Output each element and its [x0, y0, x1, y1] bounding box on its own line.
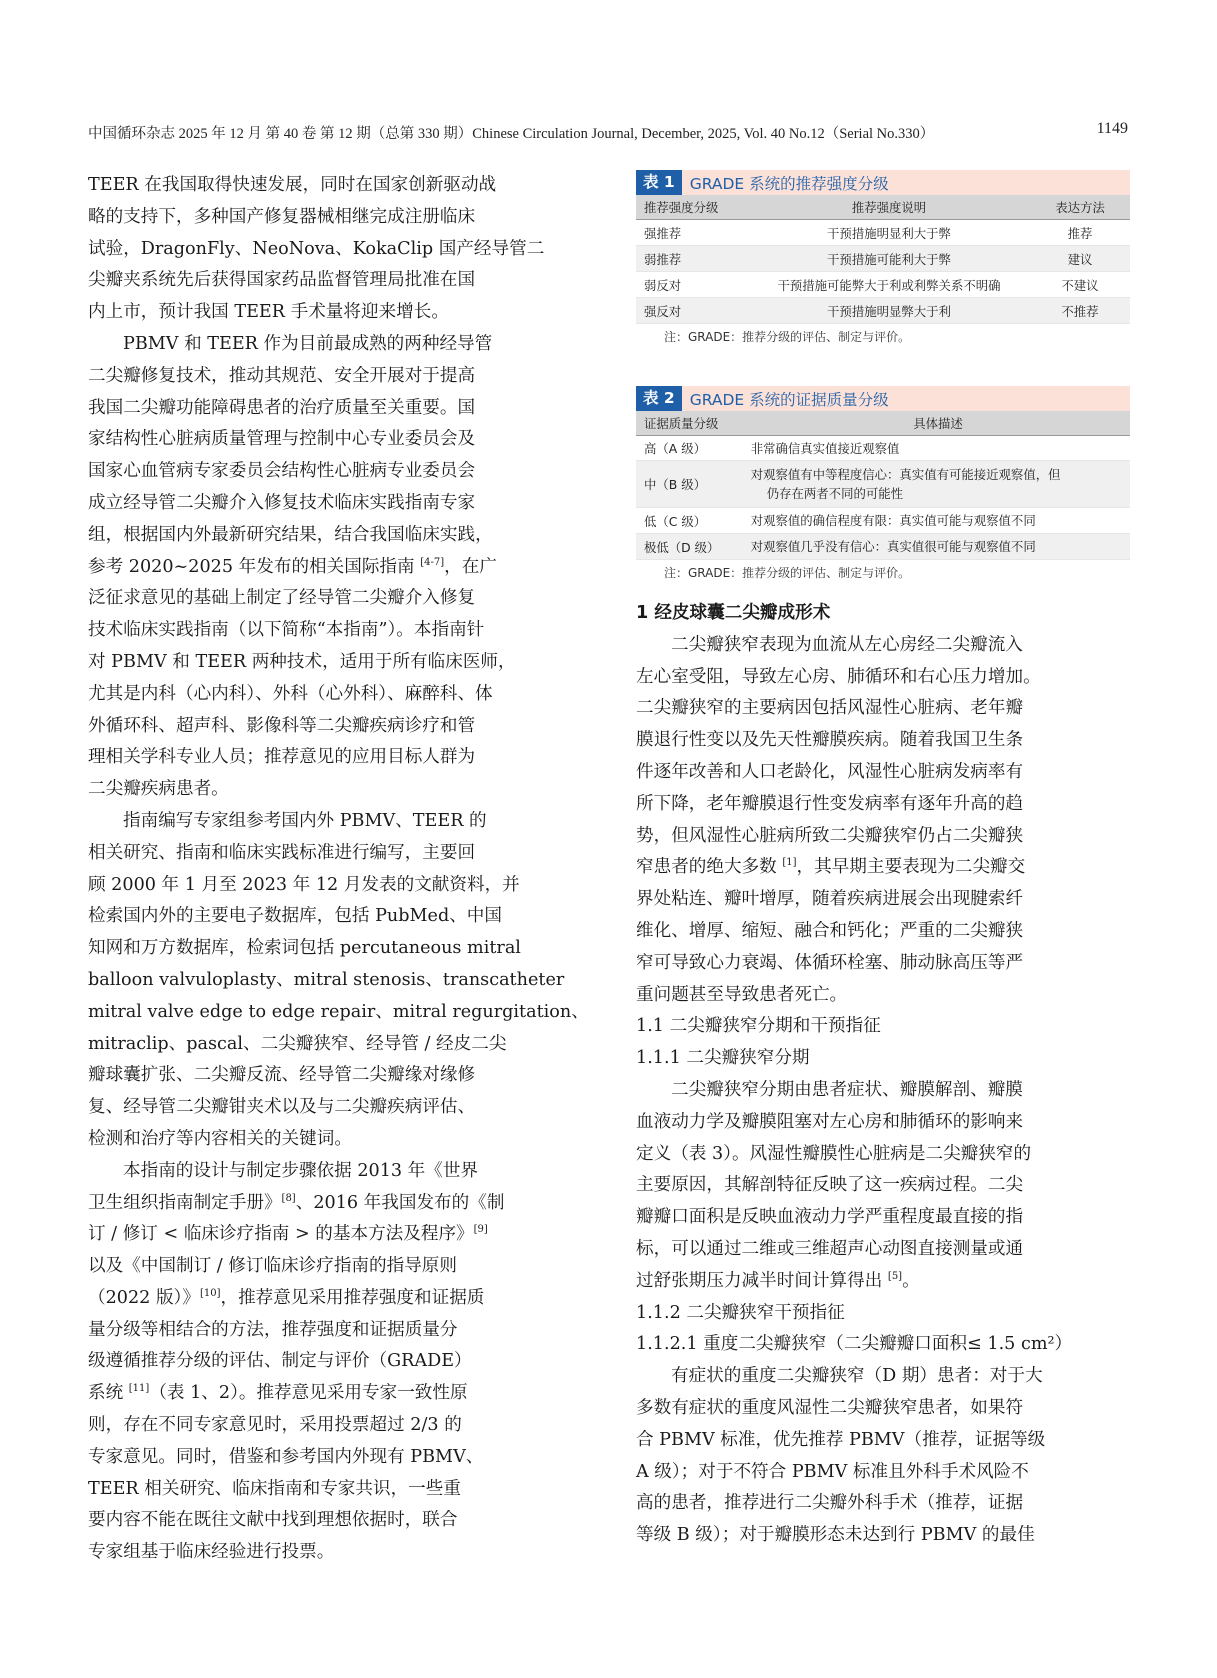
body-text-line: 检索国内外的主要电子数据库，包括 PubMed、中国 [88, 906, 502, 927]
body-text-line: 窄患者的绝大多数 [1]，其早期主要表现为二尖瓣交 [636, 857, 1026, 878]
citation-marker: [11] [128, 1383, 150, 1395]
body-text-line: 检测和治疗等内容相关的关键词。 [88, 1128, 352, 1149]
body-text-line: 参考 2020~2025 年发布的相关国际指南 [4-7]，在广 [88, 556, 497, 577]
body-text-line: A 级）；对于不符合 PBMV 标准且外科手术风险不 [636, 1461, 1029, 1482]
body-text-line: 泛征求意见的基础上制定了经导管二尖瓣介入修复 [88, 588, 476, 609]
body-text-line: 试验，DragonFly、NeoNova、KokaClip 国产经导管二 [88, 238, 545, 259]
body-text-line: 国家心血管病专家委员会结构性心脏病专业委员会 [88, 461, 476, 482]
table-2-header-cell: 具体描述 [913, 416, 963, 431]
body-text-line: 量分级等相结合的方法，推荐强度和证据质量分 [88, 1319, 458, 1340]
table-1-header-cell: 推荐强度说明 [851, 200, 927, 215]
body-text-line: 合 PBMV 标准，优先推荐 PBMV（推荐，证据等级 [636, 1429, 1046, 1450]
table-cell: 非常确信真实值接近观察值 [750, 440, 900, 456]
citation-marker: [9] [473, 1224, 488, 1236]
table-row [636, 461, 1130, 508]
table-1-header-cell: 推荐强度分级 [644, 200, 719, 215]
citation-marker: [4-7] [420, 556, 445, 568]
body-text-line: 定义（表 3）。风湿性瓣膜性心脏病是二尖瓣狭窄的 [636, 1143, 1032, 1164]
table-cell [745, 465, 1130, 503]
table-2-note: 注：GRADE：推荐分级的评估、制定与评价。 [664, 566, 911, 580]
table-cell: 弱推荐 [644, 251, 682, 267]
section-heading: 1.1.2.1 重度二尖瓣狭窄（二尖瓣瓣口面积≤ 1.5 cm²） [636, 1334, 1073, 1355]
table-2-caption [636, 386, 1130, 411]
table-cell: 推荐 [1067, 225, 1093, 241]
table-cell: 建议 [1067, 251, 1093, 267]
section-heading: 1.1.1 二尖瓣狭窄分期 [636, 1048, 810, 1069]
table-2-title: GRADE 系统的证据质量分级 [689, 390, 889, 409]
body-text-line: 界处粘连、瓣叶增厚，随着疾病进展会出现腱索纤 [636, 889, 1024, 910]
body-text-line: 血液动力学及瓣膜阻塞对左心房和肺循环的影响来 [636, 1111, 1024, 1132]
body-text-line: 系统 [11]（表 1、2）。推荐意见采用专家一致性原 [88, 1383, 468, 1404]
body-text-line: 理相关学科专业人员；推荐意见的应用目标人群为 [88, 747, 476, 768]
table-row [636, 220, 1130, 246]
body-text-line: 多数有症状的重度风湿性二尖瓣狭窄患者，如果符 [636, 1397, 1024, 1418]
table-1-header-row [636, 195, 1130, 220]
table-1-note: 注：GRADE：推荐分级的评估、制定与评价。 [664, 330, 911, 344]
body-text-line: 以及《中国制订 / 修订临床诊疗指南的指导原则 [88, 1256, 457, 1277]
body-text-line: 成立经导管二尖瓣介入修复技术临床实践指南专家 [88, 492, 476, 513]
table-2-label: 表 2 [636, 386, 682, 411]
table-cell: 干预措施明显利大于弊 [827, 225, 951, 241]
running-header [88, 118, 1128, 142]
body-text-line: 内上市，预计我国 TEER 手术量将迎来增长。 [88, 302, 449, 323]
section-heading: 1.1 二尖瓣狭窄分期和干预指征 [636, 1016, 881, 1037]
table-cell: 干预措施可能利大于弊 [827, 251, 951, 267]
table-row [636, 246, 1130, 272]
table-cell: 干预措施明显弊大于利 [827, 303, 951, 319]
body-text-line: mitraclip、pascal、二尖瓣狭窄、经导管 / 经皮二尖 [88, 1033, 507, 1054]
left-column [88, 170, 588, 1569]
body-text-line: 复、经导管二尖瓣钳夹术以及与二尖瓣疾病评估、 [88, 1097, 476, 1118]
body-text-line: 级遵循推荐分级的评估、制定与评价（GRADE） [88, 1351, 472, 1372]
table-cell-line: 对观察值有中等程度信心：真实值有可能接近观察值，但 [750, 467, 1061, 482]
table-1-caption [636, 170, 1130, 195]
right-column-text [636, 598, 1130, 1552]
body-text-line: 卫生组织指南制定手册》[8]、2016 年我国发布的《制 [88, 1192, 505, 1213]
table-1-header-cell: 表达方法 [1055, 200, 1105, 215]
body-text-line: 二尖瓣狭窄的主要病因包括风湿性心脏病、老年瓣 [636, 698, 1024, 719]
body-text-line: 二尖瓣狭窄分期由患者症状、瓣膜解剖、瓣膜 [671, 1079, 1023, 1100]
body-text-line: 则，存在不同专家意见时，采用投票超过 2/3 的 [88, 1415, 462, 1436]
body-text-line: 件逐年改善和人口老龄化，风湿性心脏病发病率有 [636, 761, 1024, 782]
table-cell: 极低（D 级） [644, 539, 720, 555]
body-text-line: 专家意见。同时，借鉴和参考国内外现有 PBMV、 [88, 1446, 484, 1467]
body-text-line: 瓣球囊扩张、二尖瓣反流、经导管二尖瓣缘对缘修 [88, 1065, 476, 1086]
citation-marker: [1] [782, 857, 797, 869]
body-text-line: 膜退行性变以及先天性瓣膜疾病。随着我国卫生条 [636, 730, 1024, 751]
citation-marker: [8] [281, 1192, 296, 1204]
body-text-line: 组，根据国内外最新研究结果，结合我国临床实践， [88, 524, 493, 545]
body-text-line: 等级 B 级）；对于瓣膜形态未达到行 PBMV 的最佳 [636, 1525, 1035, 1546]
table-row [636, 534, 1130, 560]
body-text-line: 维化、增厚、缩短、融合和钙化；严重的二尖瓣狭 [636, 920, 1024, 941]
body-text-line: 家结构性心脏病质量管理与控制中心专业委员会及 [88, 429, 476, 450]
body-text-line: mitral valve edge to edge repair、mitral regurgitation、 [88, 1001, 589, 1022]
body-text-line: 重问题甚至导致患者死亡。 [636, 984, 848, 1005]
body-text-line: 本指南的设计与制定步骤依据 2013 年《世界 [123, 1160, 479, 1181]
body-text-line: 标，可以通过二维或三维超声心动图直接测量或通 [636, 1238, 1024, 1259]
body-text-line: 要内容不能在既往文献中找到理想依据时，联合 [88, 1510, 458, 1531]
table-cell: 中（B 级） [644, 477, 707, 492]
body-text-line: 尖瓣夹系统先后获得国家药品监督管理局批准在国 [88, 270, 476, 291]
table-2-header-row [636, 411, 1130, 436]
table-cell: 对观察值几乎没有信心：真实值很可能与观察值不同 [750, 539, 1036, 554]
body-text-line: 略的支持下，多种国产修复器械相继完成注册临床 [88, 206, 476, 227]
table-2 [636, 386, 1130, 586]
body-text-line: 高的患者，推荐进行二尖瓣外科手术（推荐，证据 [636, 1493, 1024, 1514]
body-text-line: 有症状的重度二尖瓣狭窄（D 期）患者：对于大 [671, 1366, 1043, 1387]
body-text-line: 订 / 修订 < 临床诊疗指南 > 的基本方法及程序》[9] [88, 1224, 488, 1245]
body-text-line: 外循环科、超声科、影像科等二尖瓣疾病诊疗和管 [88, 715, 476, 736]
running-title: 中国循环杂志 2025 年 12 月 第 40 卷 第 12 期（总第 330 期）Chinese Circulation Journal, December, 2025, Vol. 40 No.12（Serial No.330） [88, 126, 935, 142]
body-text-line: TEER 在我国取得快速发展，同时在国家创新驱动战 [88, 175, 497, 195]
citation-marker: [5] [887, 1270, 903, 1282]
table-2-header-cell: 证据质量分级 [644, 416, 719, 431]
table-1 [636, 170, 1130, 350]
section-heading: 1.1.2 二尖瓣狭窄干预指征 [636, 1302, 845, 1323]
body-text-line: 相关研究、指南和临床实践标准进行编写，主要回 [88, 842, 476, 863]
body-text-line: 过舒张期压力减半时间计算得出 [5]。 [636, 1270, 920, 1291]
table-cell: 对观察值的确信程度有限：真实值可能与观察值不同 [750, 513, 1036, 528]
table-cell: 低（C 级） [644, 513, 707, 529]
body-text-line: 知网和万方数据库，检索词包括 percutaneous mitral [88, 938, 521, 959]
table-row [636, 272, 1130, 298]
body-text-line: 对 PBMV 和 TEER 两种技术，适用于所有临床医师， [88, 651, 516, 672]
body-text-line: 所下降，老年瓣膜退行性变发病率有逐年升高的趋 [636, 793, 1024, 814]
body-text-line: balloon valvuloplasty、mitral stenosis、transcatheter [88, 969, 565, 990]
body-text-line: 瓣瓣口面积是反映血液动力学严重程度最直接的指 [636, 1207, 1024, 1228]
body-text-line: 主要原因，其解剖特征反映了这一疾病过程。二尖 [636, 1175, 1024, 1196]
table-cell: 不推荐 [1061, 303, 1099, 319]
body-text-line: 专家组基于临床经验进行投票。 [88, 1542, 335, 1563]
table-cell: 弱反对 [644, 277, 682, 293]
body-text-line: 尤其是内科（心内科）、外科（心外科）、麻醉科、体 [88, 683, 493, 704]
body-text-line: TEER 相关研究、临床指南和专家共识，一些重 [88, 1478, 461, 1499]
body-text-line: 势，但风湿性心脏病所致二尖瓣狭窄仍占二尖瓣狭 [636, 825, 1024, 846]
table-cell: 不建议 [1061, 277, 1099, 293]
body-text-line: 窄可导致心力衰竭、体循环栓塞、肺动脉高压等严 [636, 952, 1024, 973]
table-row [636, 298, 1130, 324]
body-text-line: 二尖瓣疾病患者。 [88, 779, 229, 800]
body-text-line: 顾 2000 年 1 月至 2023 年 12 月发表的文献资料，并 [88, 874, 520, 895]
body-text-line: 指南编写专家组参考国内外 PBMV、TEER 的 [123, 810, 487, 831]
page-number: 1149 [1096, 120, 1128, 137]
body-text-line: 二尖瓣修复技术，推动其规范、安全开展对于提高 [88, 365, 476, 386]
body-text-line: PBMV 和 TEER 作为目前最成熟的两种经导管 [123, 333, 493, 354]
table-cell-line: 仍存在两者不同的可能性 [766, 486, 904, 501]
body-text-line: 左心室受阻，导致左心房、肺循环和右心压力增加。 [636, 666, 1041, 687]
table-row [636, 436, 1130, 461]
body-text-line: 二尖瓣狭窄表现为血流从左心房经二尖瓣流入 [671, 634, 1023, 655]
right-column [636, 170, 1130, 1552]
table-cell: 高（A 级） [644, 441, 706, 456]
table-cell: 强反对 [644, 303, 682, 319]
table-cell: 干预措施可能弊大于利或利弊关系不明确 [777, 277, 1001, 293]
table-1-title: GRADE 系统的推荐强度分级 [689, 174, 889, 193]
section-heading: 1 经皮球囊二尖瓣成形术 [636, 603, 831, 623]
citation-marker: [10] [199, 1288, 221, 1300]
table-cell: 强推荐 [644, 225, 682, 241]
table-1-label: 表 1 [636, 170, 682, 195]
body-text-line: 技术临床实践指南（以下简称“本指南”）。本指南针 [88, 620, 485, 641]
body-text-line: （2022 版）》[10]，推荐意见采用推荐强度和证据质 [88, 1287, 485, 1308]
table-row [636, 508, 1130, 534]
body-text-line: 我国二尖瓣功能障碍患者的治疗质量至关重要。国 [88, 397, 476, 418]
